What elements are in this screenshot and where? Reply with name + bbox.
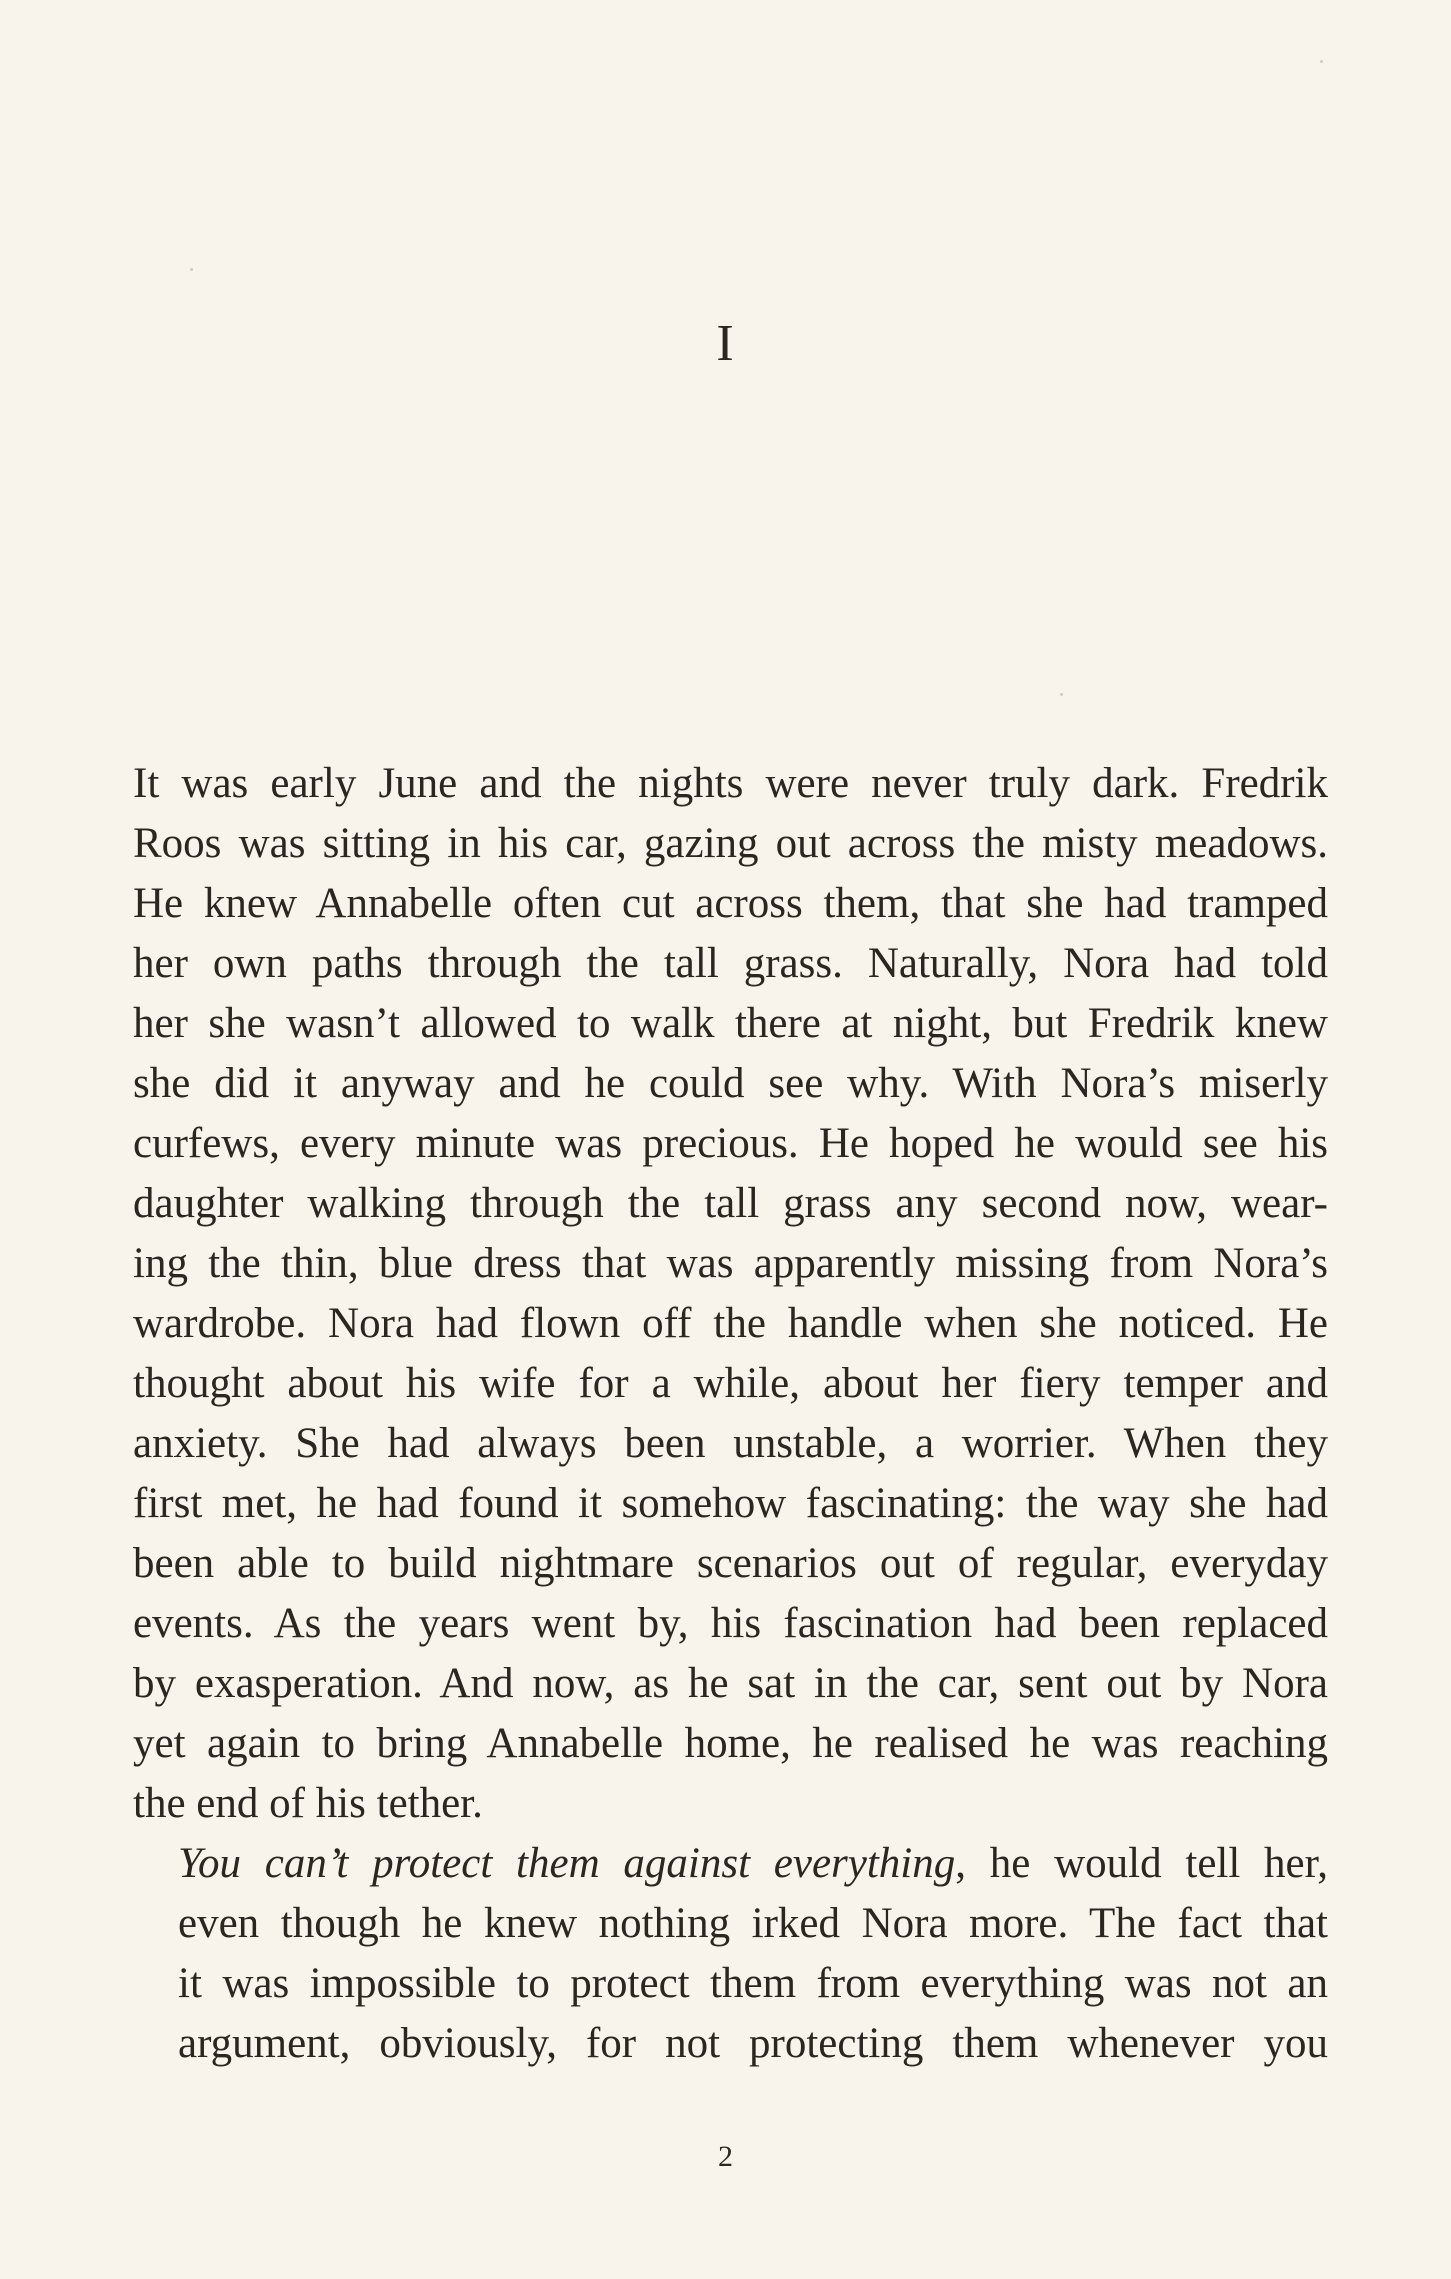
text-line: daughter walking through the tall grass any second now, wear- [133, 1180, 1328, 1227]
text-fragment: , he would tell her, [955, 1840, 1328, 1887]
body-text [133, 754, 1328, 2074]
text-line: ing the thin, blue dress that was apparently missing from Nora’s [133, 1240, 1328, 1287]
text-line-with-italic [133, 1834, 1328, 1894]
text-line: the end of his tether. [133, 1780, 483, 1827]
text-line: first met, he had found it somehow fascinating: the way she had [133, 1480, 1328, 1527]
text-line: by exasperation. And now, as he sat in the car, sent out by Nora [133, 1660, 1328, 1707]
text-line: anxiety. She had always been unstable, a worrier. When they [133, 1420, 1328, 1467]
paragraph-1 [133, 754, 1328, 1834]
text-line: Roos was sitting in his car, gazing out across the misty meadows. [133, 820, 1328, 867]
text-line: it was impossible to protect them from everything was not an [178, 1960, 1328, 2007]
text-line: He knew Annabelle often cut across them, that she had tramped [133, 880, 1328, 927]
text-line: It was early June and the nights were never truly dark. Fredrik [133, 760, 1328, 807]
paper-speck [1060, 693, 1063, 696]
text-line: been able to build nightmare scenarios out of regular, everyday [133, 1540, 1328, 1587]
paragraph-2 [133, 1834, 1328, 2074]
text-line: she did it anyway and he could see why. With Nora’s miserly [133, 1060, 1328, 1107]
text-line: yet again to bring Annabelle home, he realised he was reaching [133, 1720, 1328, 1767]
text-line: her she wasn’t allowed to walk there at night, but Fredrik knew [133, 1000, 1328, 1047]
text-line: her own paths through the tall grass. Naturally, Nora had told [133, 940, 1328, 987]
text-line: curfews, every minute was precious. He hoped he would see his [133, 1120, 1328, 1167]
paper-speck [190, 268, 193, 271]
paper-speck [1320, 60, 1323, 63]
italic-phrase: You can’t protect them against everything [178, 1840, 956, 1887]
text-line: even though he knew nothing irked Nora more. The fact that [178, 1900, 1328, 1947]
chapter-number: I [716, 315, 735, 372]
text-line: wardrobe. Nora had flown off the handle when she noticed. He [133, 1300, 1328, 1347]
text-line: thought about his wife for a while, about her fiery temper and [133, 1360, 1328, 1407]
page-number: 2 [718, 2140, 733, 2173]
text-line: argument, obviously, for not protecting them whenever you [178, 2020, 1328, 2067]
text-line: events. As the years went by, his fascination had been replaced [133, 1600, 1328, 1647]
